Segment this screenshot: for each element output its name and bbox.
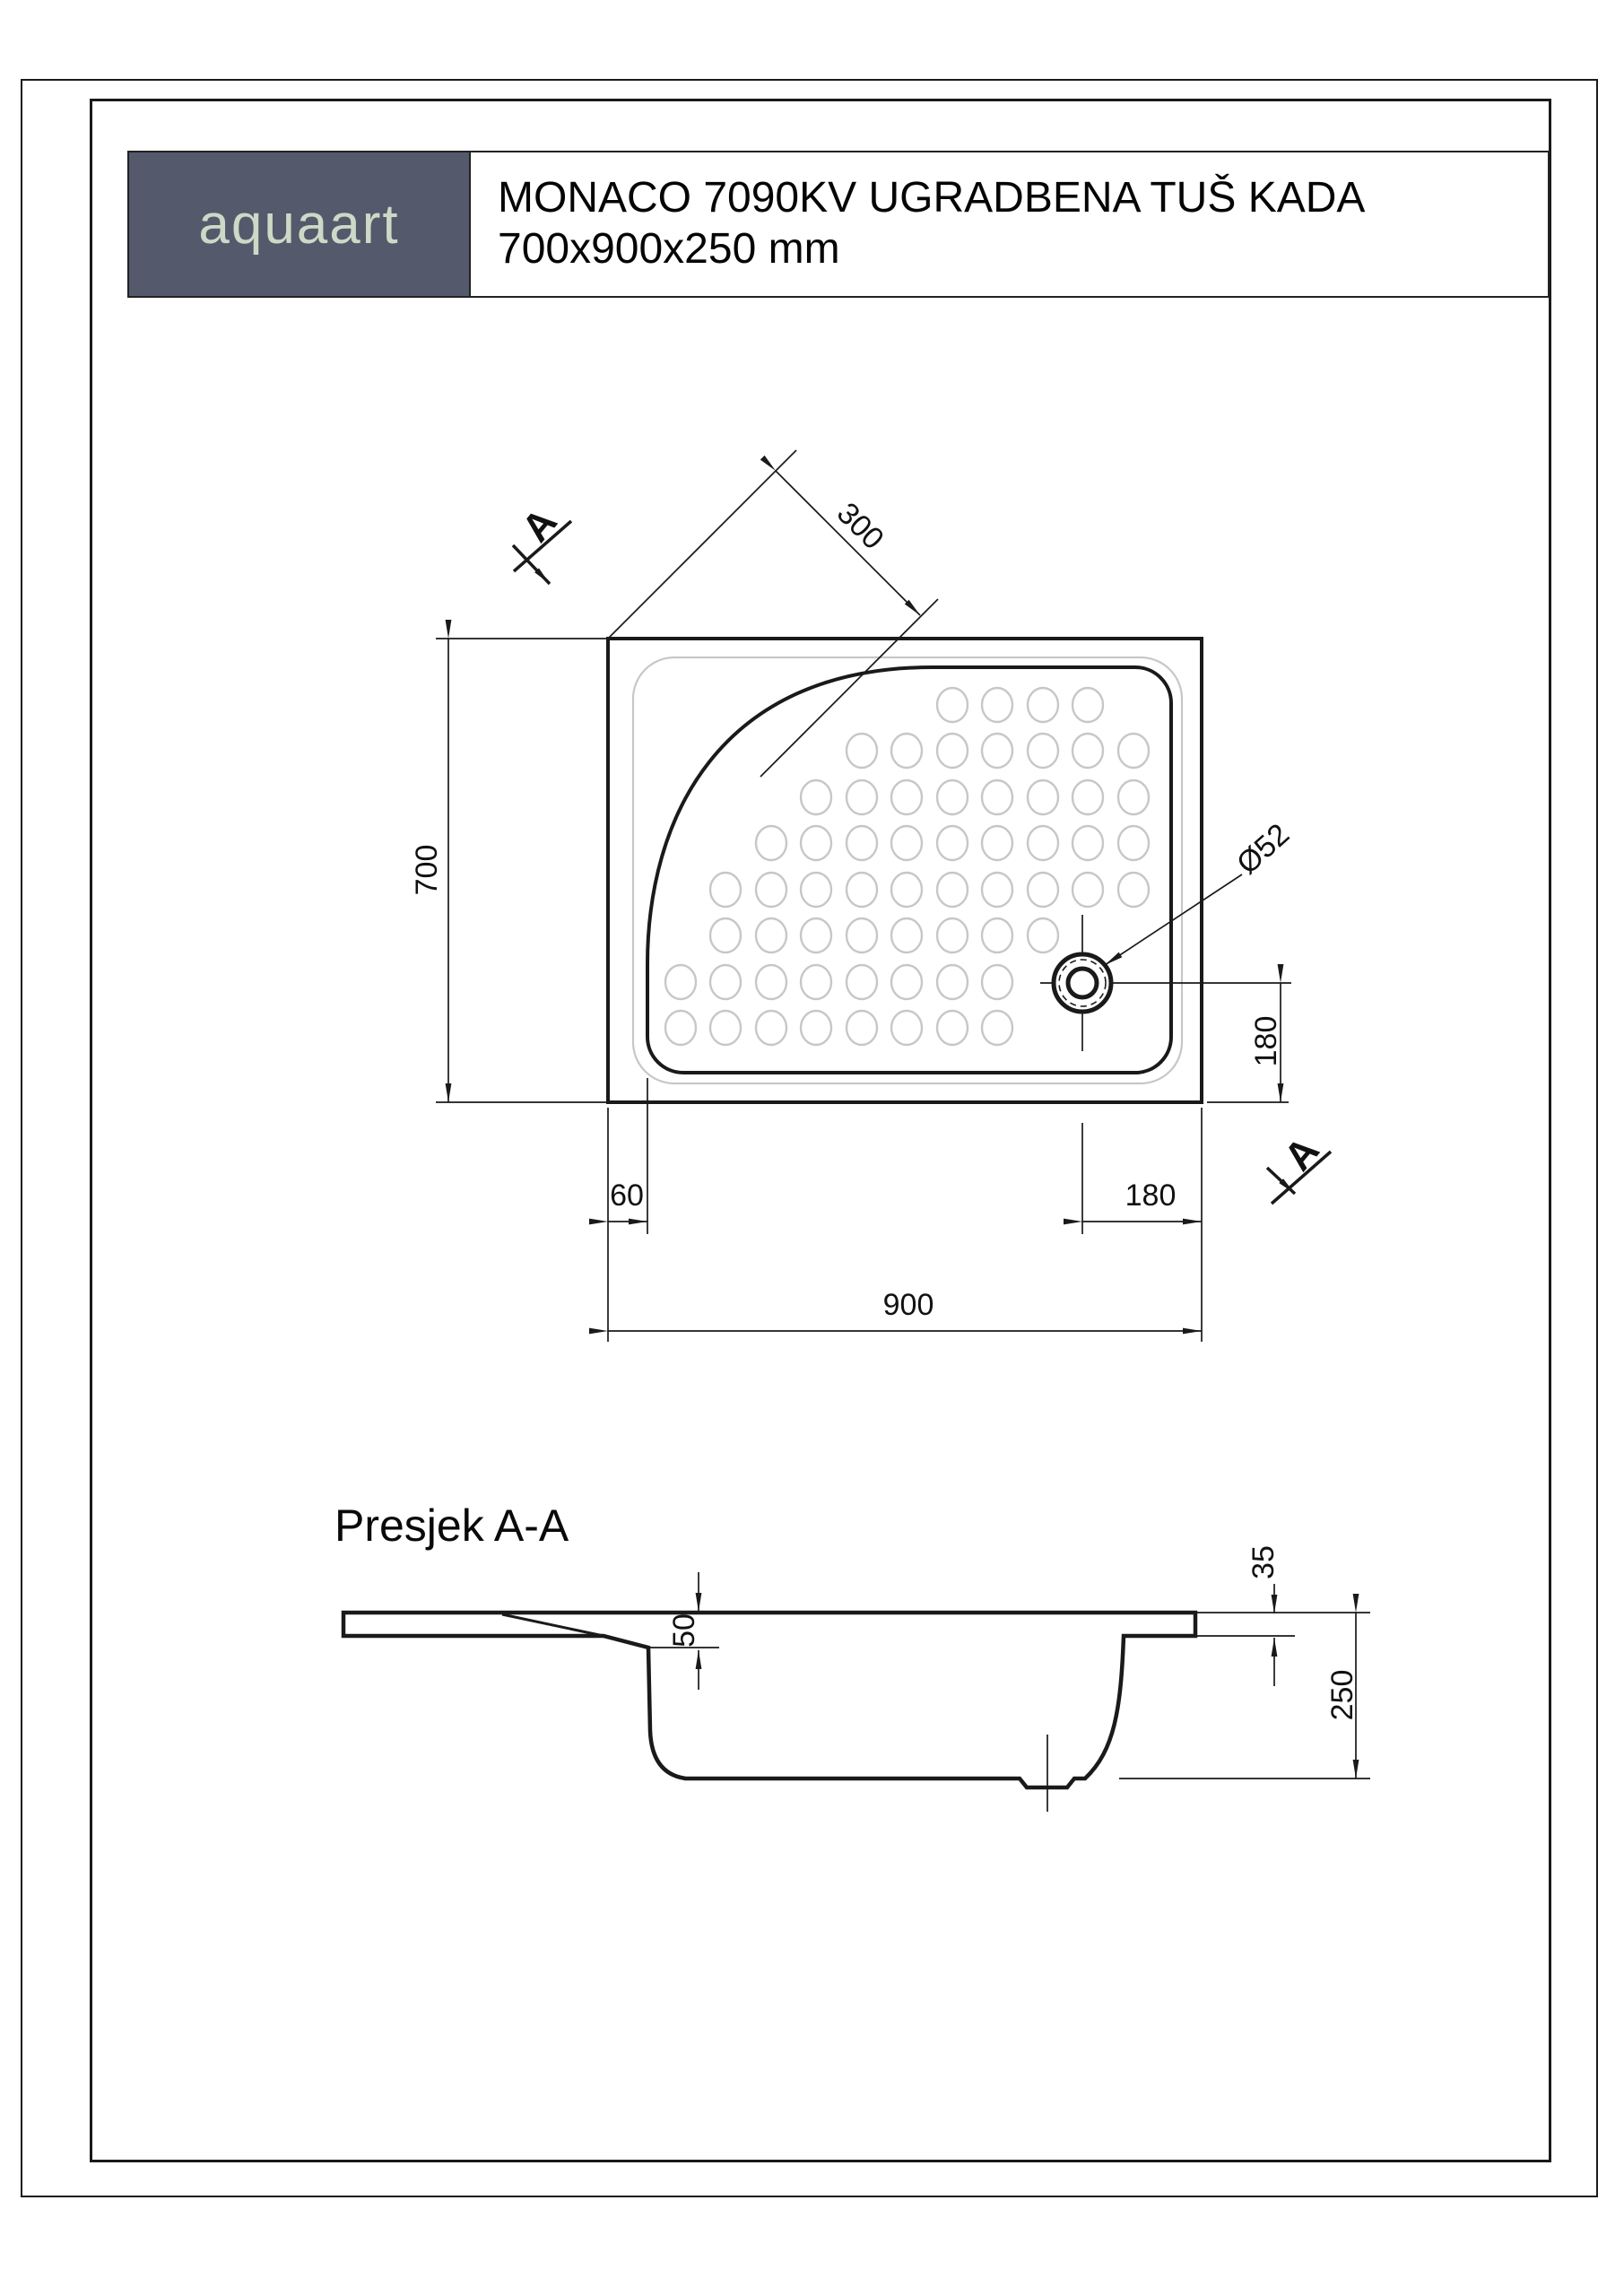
product-title: MONACO 7090KV UGRADBENA TUŠ KADA [498, 174, 1366, 222]
top-view-drawing [410, 450, 1331, 1342]
anti-slip-dot [1073, 826, 1103, 860]
section-profile [343, 1613, 1195, 1787]
dim-700-label: 700 [409, 844, 444, 896]
anti-slip-dot [937, 734, 968, 768]
anti-slip-dot [937, 780, 968, 814]
anti-slip-dot [665, 965, 696, 999]
dim-60-label: 60 [610, 1178, 644, 1213]
dim-300-label: 300 [829, 496, 890, 557]
anti-slip-dot [982, 1011, 1012, 1045]
tray-outline [608, 639, 1202, 1102]
anti-slip-dot [891, 918, 922, 952]
anti-slip-dot [847, 965, 877, 999]
dim-35-label: 35 [1246, 1545, 1281, 1579]
anti-slip-dot [982, 873, 1012, 907]
anti-slip-dot [1028, 688, 1058, 722]
anti-slip-dot [801, 918, 831, 952]
anti-slip-dot [982, 734, 1012, 768]
section-letter-a-bottom: A [1275, 1128, 1328, 1179]
product-dimensions: 700x900x250 mm [498, 225, 840, 273]
dim-250-label: 250 [1324, 1669, 1359, 1721]
anti-slip-dot [801, 1011, 831, 1045]
anti-slip-dot [665, 1011, 696, 1045]
section-marker-top [513, 500, 571, 584]
drain-diameter-label: Ø52 [1230, 817, 1297, 882]
anti-slip-dot [710, 965, 741, 999]
anti-slip-dot [937, 688, 968, 722]
anti-slip-dot [801, 873, 831, 907]
dim-50-label: 50 [666, 1613, 701, 1648]
anti-slip-dot [937, 965, 968, 999]
anti-slip-dot [1118, 780, 1149, 814]
anti-slip-dot [1028, 873, 1058, 907]
anti-slip-dot [801, 780, 831, 814]
anti-slip-dot [847, 873, 877, 907]
anti-slip-dot [982, 918, 1012, 952]
anti-slip-dot [891, 873, 922, 907]
dim-180-right-label: 180 [1248, 1015, 1283, 1067]
anti-slip-dot [982, 826, 1012, 860]
seat-slope-line [502, 1614, 604, 1636]
rim-inner-edge [633, 657, 1182, 1083]
dim-300 [608, 450, 938, 777]
drain-outer-circle [1054, 954, 1111, 1012]
anti-slip-dot [891, 826, 922, 860]
section-letter-a-top: A [513, 500, 566, 551]
section-marker-bottom [1267, 1129, 1331, 1204]
dim-60 [608, 1078, 647, 1342]
dim-180-bottom [1082, 1108, 1202, 1342]
anti-slip-dot [1073, 780, 1103, 814]
anti-slip-dot [1028, 918, 1058, 952]
anti-slip-dot [756, 965, 786, 999]
anti-slip-dot [847, 780, 877, 814]
anti-slip-dot [937, 918, 968, 952]
anti-slip-dot [847, 826, 877, 860]
anti-slip-dot [891, 780, 922, 814]
anti-slip-dot [710, 1011, 741, 1045]
anti-slip-dot [937, 1011, 968, 1045]
anti-slip-dot [1118, 826, 1149, 860]
dim-900-label: 900 [882, 1288, 934, 1322]
section-view-title: Presjek A-A [334, 1500, 569, 1551]
dim-180-right [1207, 983, 1289, 1102]
dim-35 [1195, 1545, 1370, 1686]
anti-slip-dot [801, 965, 831, 999]
section-view-drawing [343, 1545, 1370, 1812]
anti-slip-dot [756, 1011, 786, 1045]
anti-slip-dot [982, 688, 1012, 722]
anti-slip-dot [710, 873, 741, 907]
anti-slip-dot [710, 918, 741, 952]
anti-slip-dot [801, 826, 831, 860]
anti-slip-dot [756, 918, 786, 952]
anti-slip-dot [891, 734, 922, 768]
anti-slip-dot [891, 965, 922, 999]
anti-slip-dot [847, 918, 877, 952]
anti-slip-dot [937, 873, 968, 907]
anti-slip-dot [1073, 873, 1103, 907]
anti-slip-dot [982, 780, 1012, 814]
brand-logo: aquaart [198, 193, 400, 256]
dim-900 [608, 1288, 1202, 1331]
anti-slip-dot [982, 965, 1012, 999]
anti-slip-dot [1118, 873, 1149, 907]
dim-50 [648, 1572, 719, 1690]
anti-slip-dot [756, 873, 786, 907]
anti-slip-dot [1073, 688, 1103, 722]
anti-slip-dot [847, 734, 877, 768]
dim-700 [410, 639, 608, 1102]
anti-slip-dot [937, 826, 968, 860]
anti-slip-dot [1028, 826, 1058, 860]
anti-slip-dot [1073, 734, 1103, 768]
anti-slip-dot [1118, 734, 1149, 768]
anti-slip-dot [891, 1011, 922, 1045]
dim-180-bottom-label: 180 [1125, 1178, 1177, 1213]
anti-slip-dot [1028, 780, 1058, 814]
anti-slip-dot [1028, 734, 1058, 768]
anti-slip-dot [847, 1011, 877, 1045]
anti-slip-dot [756, 826, 786, 860]
